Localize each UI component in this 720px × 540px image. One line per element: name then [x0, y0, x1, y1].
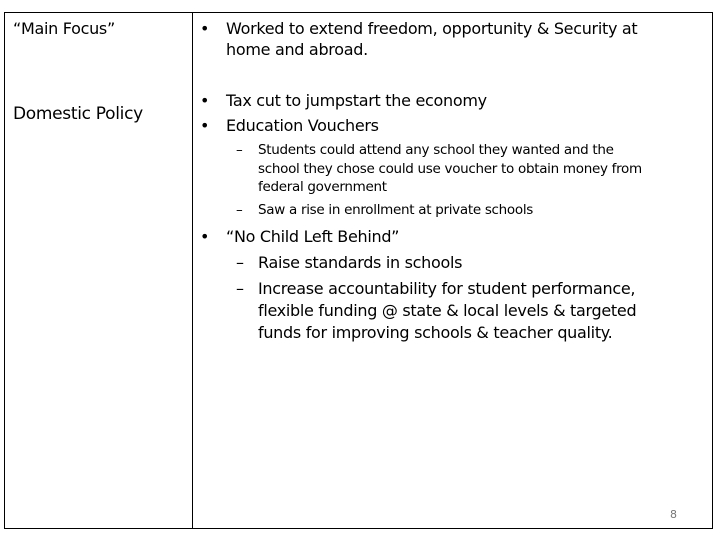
column-divider [192, 12, 193, 529]
sub-bullet-text: Saw a rise in enrollment at private schools [258, 202, 534, 218]
dash-icon: – [236, 253, 244, 272]
bullet-text: “No Child Left Behind” [226, 227, 400, 246]
table-border-left [4, 12, 5, 529]
sub-bullet-text: Increase accountability for student performance, [258, 279, 636, 298]
sub-bullet-text: funds for improving schools & teacher quality. [258, 323, 613, 342]
sub-bullet-text: flexible funding @ state & local levels & targeted [258, 301, 637, 320]
row-label-domestic-policy: Domestic Policy [13, 104, 143, 124]
sub-bullet-text: Raise standards in schools [258, 253, 463, 272]
bullet-text: Education Vouchers [226, 116, 379, 135]
page-number: 8 [670, 508, 677, 521]
dash-icon: – [236, 202, 243, 218]
row-label-main-focus: “Main Focus” [13, 19, 115, 38]
dash-icon: – [236, 279, 244, 298]
table-border-right [712, 12, 713, 529]
bullet-text: home and abroad. [226, 40, 368, 59]
bullet-icon: • [200, 227, 210, 246]
bullet-text: Tax cut to jumpstart the economy [226, 91, 487, 110]
sub-bullet-text: Students could attend any school they wanted and the [258, 142, 614, 158]
dash-icon: – [236, 142, 243, 158]
table-border-bottom [4, 528, 713, 529]
sub-bullet-text: federal government [258, 179, 387, 195]
bullet-icon: • [200, 91, 210, 110]
table-border-top [4, 12, 713, 13]
sub-bullet-text: school they chose could use voucher to obtain money from [258, 161, 642, 177]
bullet-text: Worked to extend freedom, opportunity & Security at [226, 19, 638, 38]
bullet-icon: • [200, 19, 210, 38]
bullet-icon: • [200, 116, 210, 135]
